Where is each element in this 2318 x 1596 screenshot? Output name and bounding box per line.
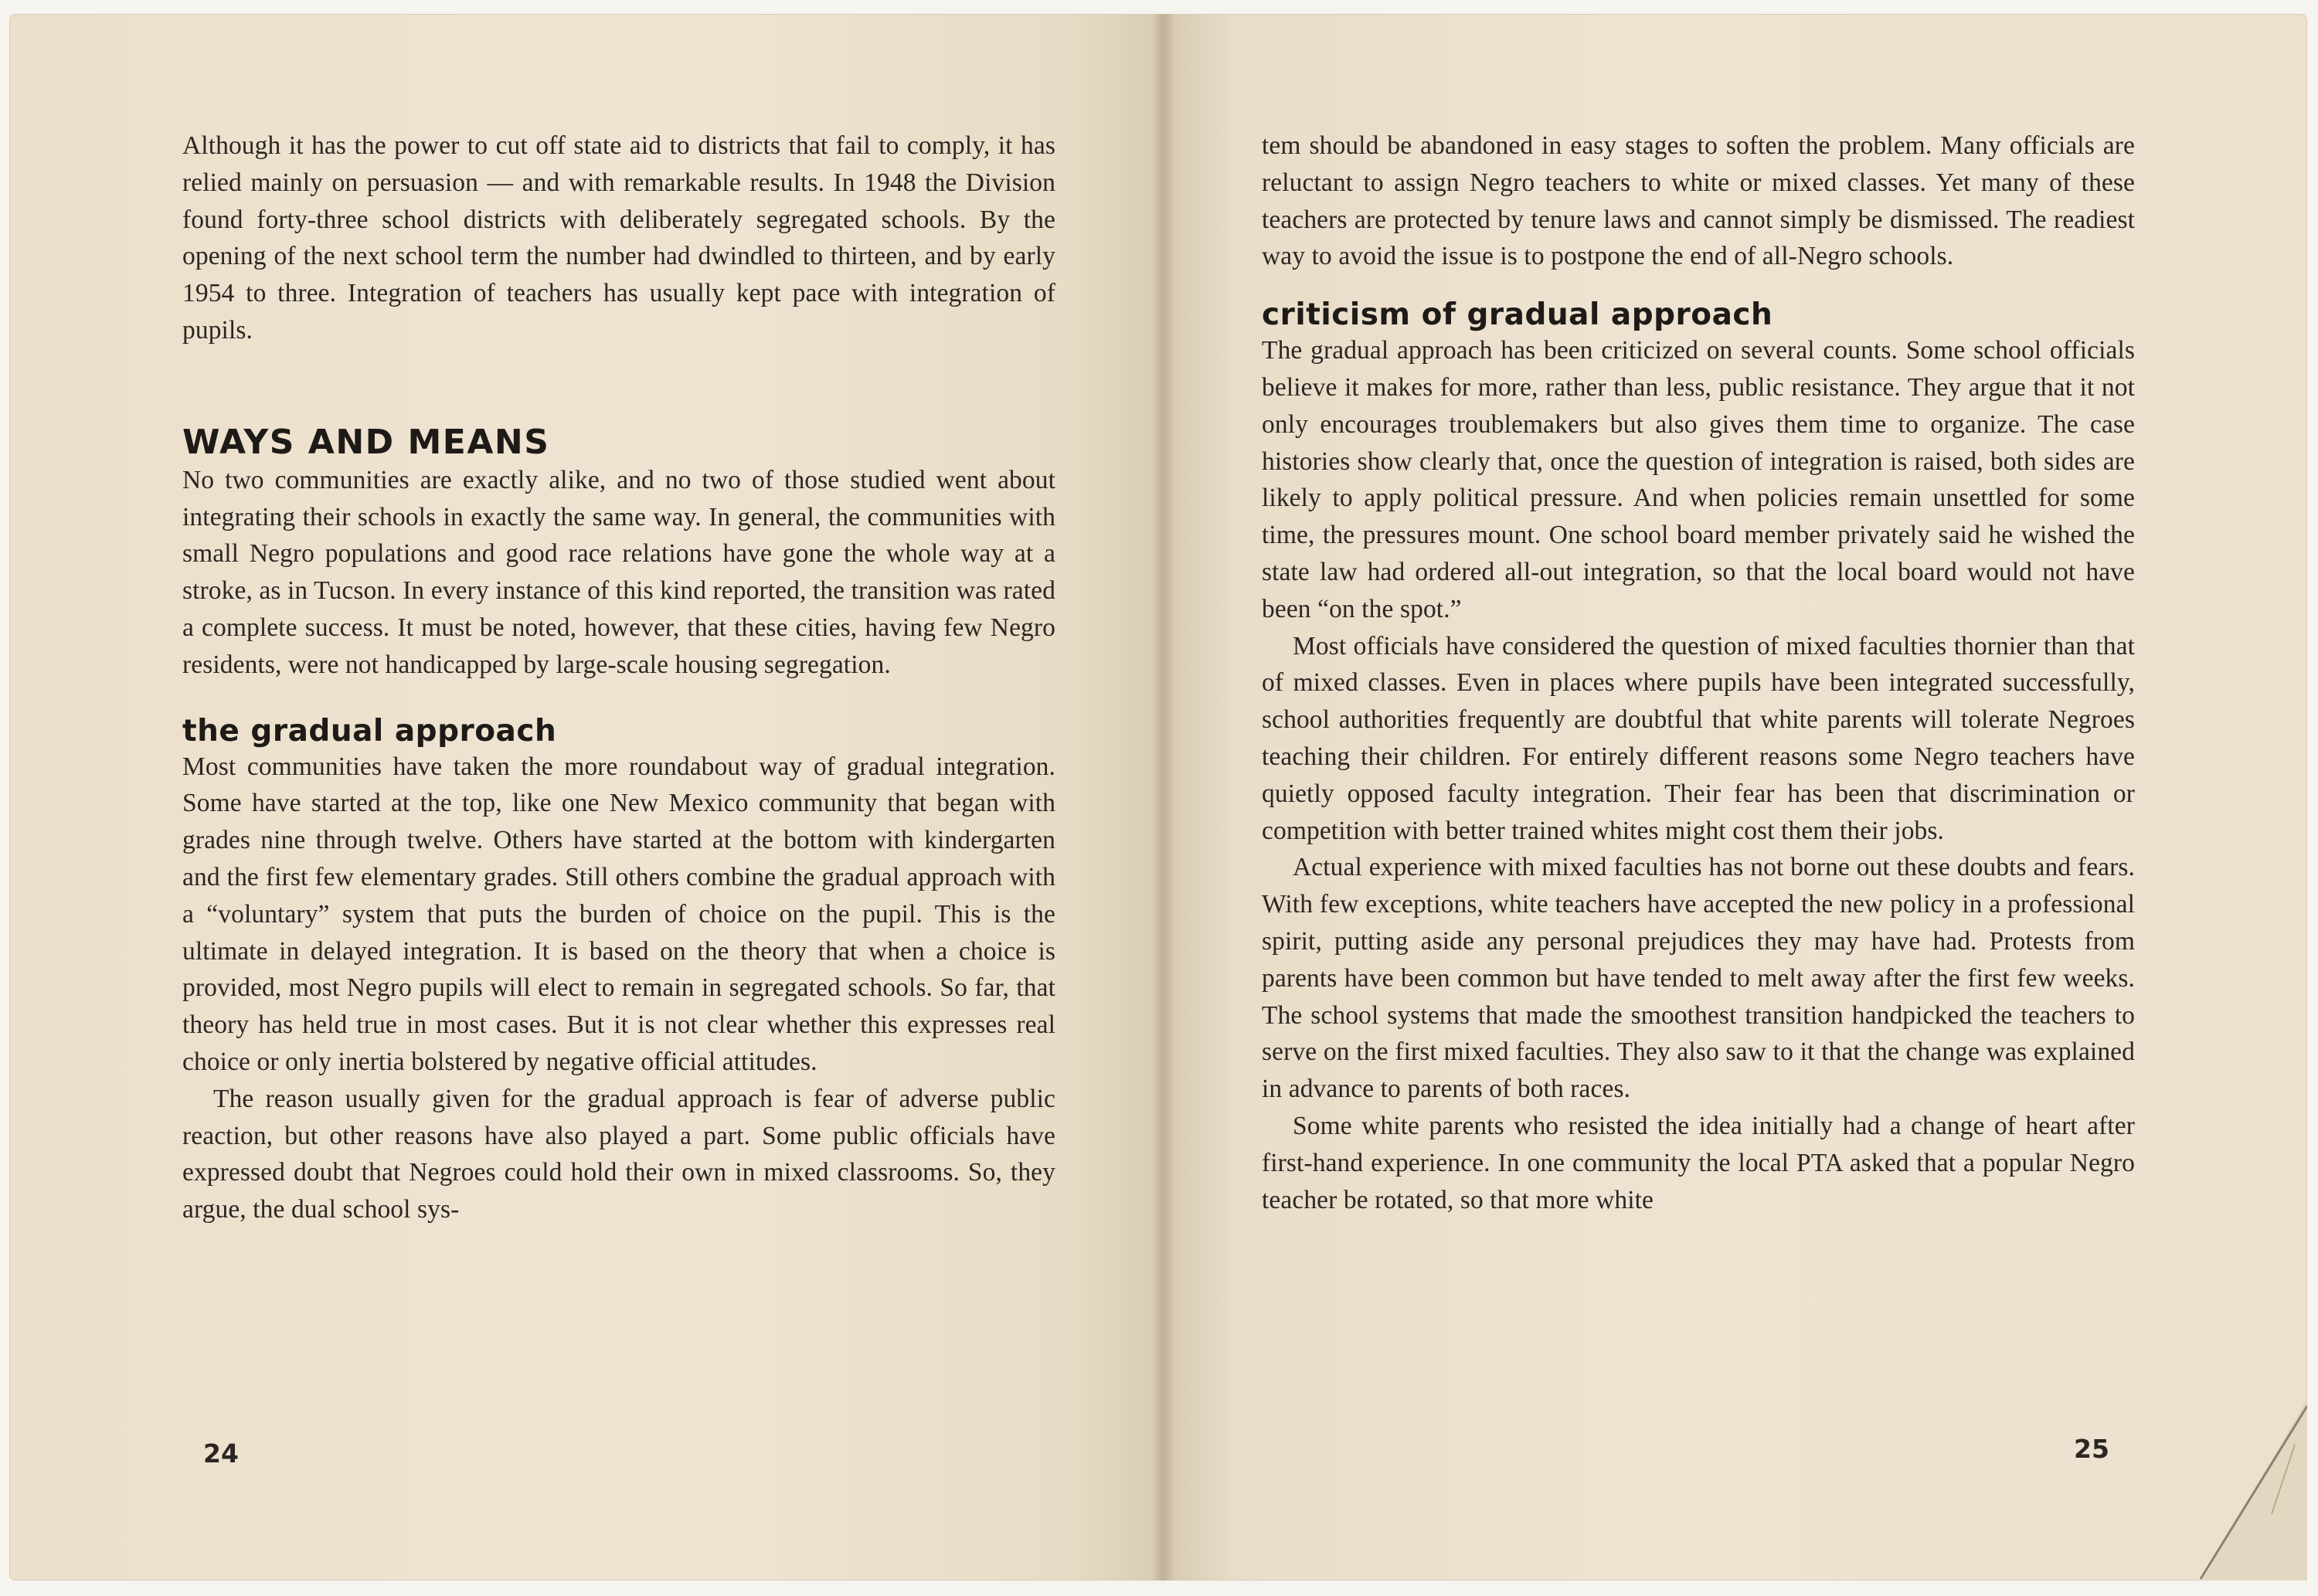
criticism-heading: criticism of gradual approach [1262, 297, 1773, 333]
folded-corner-icon [2179, 1398, 2307, 1581]
right-page-text [1262, 127, 2135, 1218]
criticism-paragraph-4: Some white parents who resisted the idea initially had a change of heart after first-hand experience. In one community the local PTA asked that a popular Negro teacher be rotated, so that more white [1262, 1111, 2135, 1214]
gradual-approach-heading: the gradual approach [182, 713, 557, 749]
gradual-approach-paragraph-2: The reason usually given for the gradual approach is fear of adverse public reaction, but other reasons have also played a part. Some public officials have expressed doubt that Negroes could hold their own in mixed classrooms. So, they argue, the dual school sys- [182, 1084, 1055, 1224]
left-page-text [182, 127, 1055, 1228]
section-heading: WAYS AND MEANS [182, 422, 550, 462]
criticism-paragraph-1: The gradual approach has been criticized on several counts. Some school officials believe it makes for more, rather than less, public resistance. They argue that it not only encourages troublemakers but also gives them time to organize. The case histories show clearly that, once the question of integration is raised, both sides are likely to apply political pressure. And when policies remain unsettled for some time, the pressures mount. One school board member privately said he wished the state law had ordered all-out integration, so that the local board would not have been “on the spot.” [1262, 336, 2135, 623]
criticism-paragraph-2: Most officials have considered the question of mixed faculties thornier than that of mixed classes. Even in places where pupils have been integrated successfully, school authorities frequently are doubtful that white parents will tolerate Negroes teaching their children. For entirely different reasons some Negro teachers have quietly opposed faculty integration. Their fear has been that discrimination or competition with better trained whites might cost them their jobs. [1262, 631, 2135, 845]
page-number-left: 24 [203, 1438, 239, 1469]
page-number-right: 25 [2074, 1434, 2109, 1464]
continuation-paragraph: tem should be abandoned in easy stages to soften the problem. Many officials are reluctant to assign Negro teachers to white or mixed classes. Yet many of these teachers are protected by tenure laws and cannot simply be dismissed. The readiest way to avoid the issue is to postpone the end of all-Negro schools. [1262, 131, 2135, 271]
gradual-approach-paragraph-1: Most communities have taken the more roundabout way of gradual integration. Some have started at the top, like one New Mexico community that began with grades nine through twelve. Others have started at the bottom with kindergarten and the first few elementary grades. Still others combine the gradual approach with a “voluntary” system that puts the burden of choice on the pupil. This is the ultimate in delayed integration. It is based on the theory that when a choice is provided, most Negro pupils will elect to remain in segregated schools. So far, that theory has held true in most cases. But it is not clear whether this expresses real choice or only inertia bolstered by negative official attitudes. [182, 752, 1055, 1076]
ways-and-means-paragraph: No two communities are exactly alike, and no two of those studied went about integrating their schools in exactly the same way. In general, the communities with small Negro populations and good race relations have gone the whole way at a stroke, as in Tucson. In every instance of this kind reported, the transition was rated a complete success. It must be noted, however, that these cities, having few Negro residents, were not handicapped by large-scale housing segregation. [182, 465, 1055, 679]
book-gutter [1153, 14, 1173, 1581]
intro-paragraph: Although it has the power to cut off state aid to districts that fail to comply, it has relied mainly on persuasion — and with remarkable results. In 1948 the Division found forty-three school districts with deliberately segregated schools. By the opening of the next school term the number had dwindled to thirteen, and by early 1954 to three. Integration of teachers has usually kept pace with integration of pupils. [182, 131, 1055, 345]
criticism-paragraph-3: Actual experience with mixed faculties has not borne out these doubts and fears. With few exceptions, white teachers have accepted the new policy in a professional spirit, putting aside any personal prejudices they may have had. Protests from parents have been common but have tended to melt away after the first few weeks. The school systems that made the smoothest transition handpicked the teachers to serve on the first mixed faculties. They also saw to it that the change was explained in advance to parents of both races. [1262, 853, 2135, 1104]
